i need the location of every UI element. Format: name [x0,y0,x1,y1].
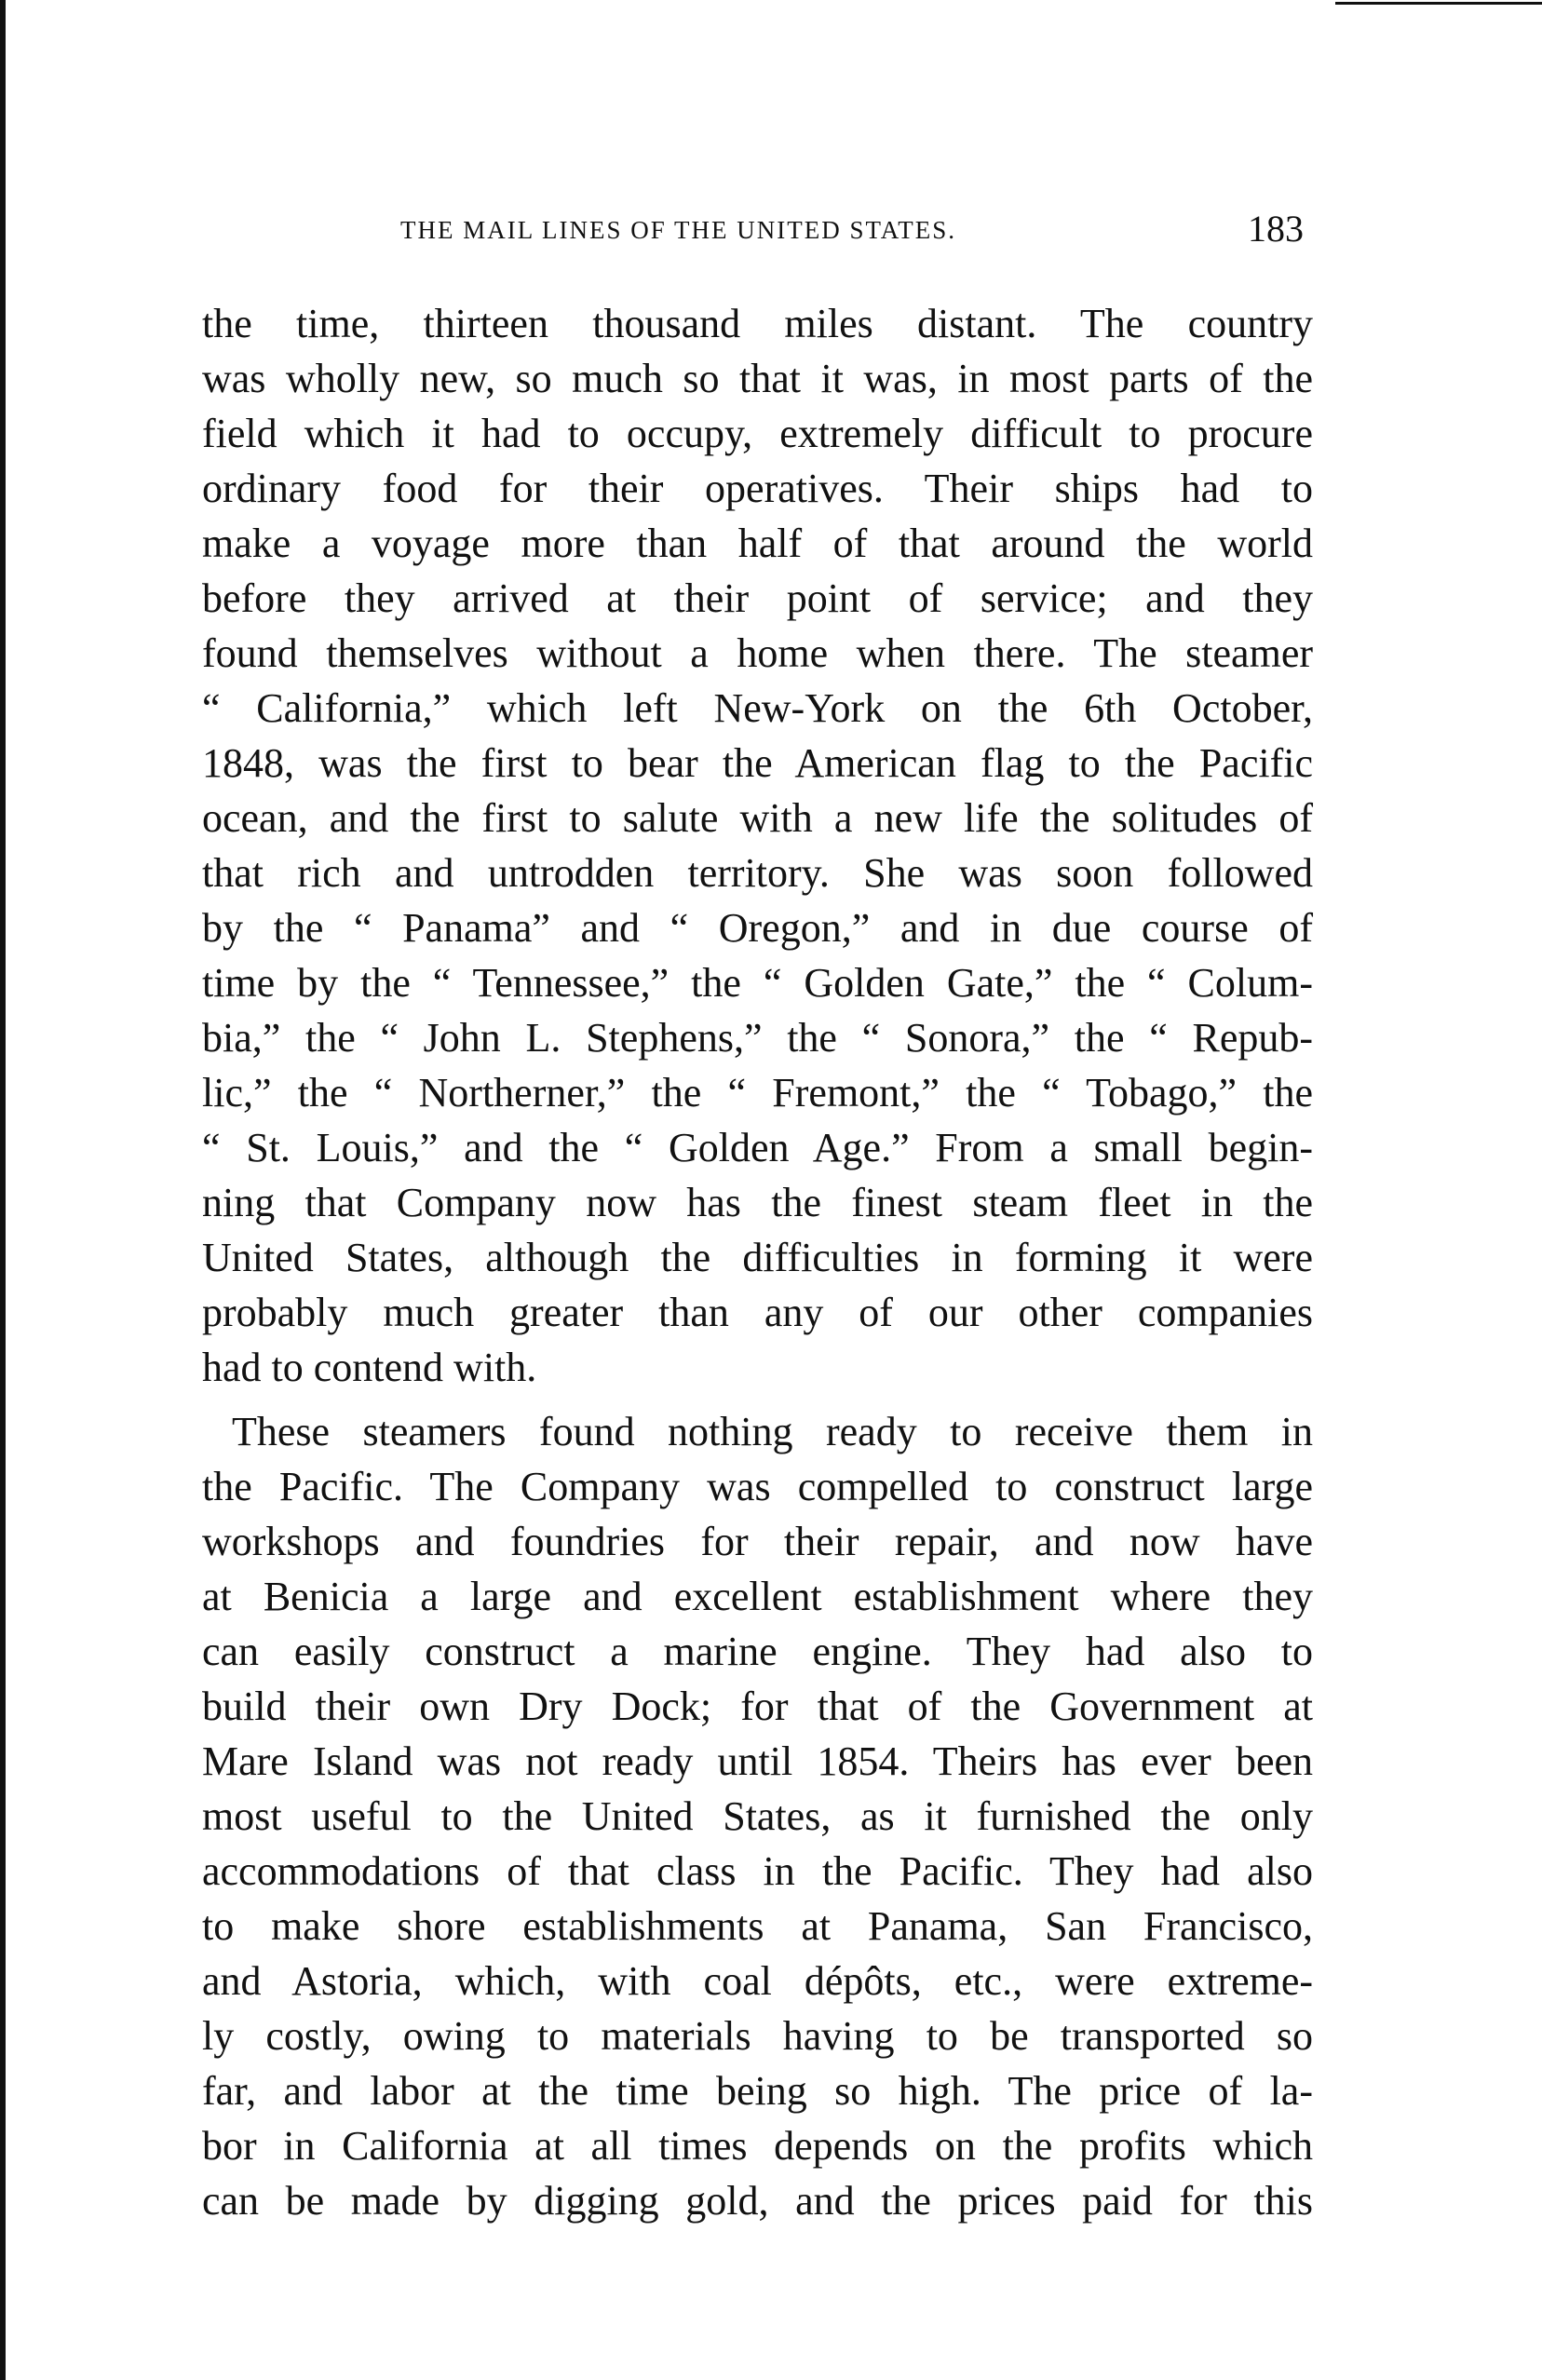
page-number: 183 [1248,208,1304,250]
text-line: Mare Island was not ready until 1854. Theirs has ever been [202,1738,1313,1784]
text-line: the Pacific. The Company was compelled to construct large [202,1464,1313,1509]
page-body [202,296,1313,2228]
text-line: workshops and foundries for their repair, and now have [202,1519,1313,1564]
paragraph-1 [202,296,1313,1395]
text-line: “ St. Louis,” and the “ Golden Age.” From a small begin- [202,1125,1313,1170]
scan-left-edge [0,0,6,2380]
text-line: build their own Dry Dock; for that of the Government at [202,1684,1313,1729]
text-line: far, and labor at the time being so high. The price of la- [202,2068,1313,2114]
text-line: found themselves without a home when there. The steamer [202,630,1313,676]
running-title: THE MAIL LINES OF THE UNITED STATES. [400,216,957,244]
text-line: 1848, was the first to bear the American flag to the Pacific [202,740,1313,786]
text-line: bia,” the “ John L. Stephens,” the “ Sonora,” the “ Repub- [202,1015,1313,1061]
text-line: the time, thirteen thousand miles distant. The country [202,301,1313,346]
text-line: lic,” the “ Northerner,” the “ Fremont,” the “ Tobago,” the [202,1070,1313,1116]
text-line: that rich and untrodden territory. She was soon followed [202,850,1313,896]
text-line: These steamers found nothing ready to receive them in [232,1409,1313,1454]
text-line: was wholly new, so much so that it was, in most parts of the [202,356,1313,401]
text-line: can be made by digging gold, and the prices paid for this [202,2178,1313,2224]
text-line: bor in California at all times depends on the profits which [202,2123,1313,2169]
text-line: ocean, and the first to salute with a new life the solitudes of [202,795,1313,841]
text-line: “ California,” which left New-York on the 6th October, [202,685,1313,731]
text-line: by the “ Panama” and “ Oregon,” and in due course of [202,905,1313,951]
text-line: ly costly, owing to materials having to be transported so [202,2013,1313,2059]
paragraph-2 [202,1404,1313,2228]
text-line: and Astoria, which, with coal dépôts, etc., were extreme- [202,1958,1313,2004]
text-line: accommodations of that class in the Pacific. They had also [202,1848,1313,1894]
text-line: before they arrived at their point of service; and they [202,575,1313,621]
text-line: at Benicia a large and excellent establishment where they [202,1574,1313,1619]
scan-top-edge [1335,2,1542,5]
text-line: most useful to the United States, as it furnished the only [202,1793,1313,1839]
text-line: to make shore establishments at Panama, San Francisco, [202,1903,1313,1949]
text-line: ning that Company now has the finest steam fleet in the [202,1180,1313,1225]
text-line: field which it had to occupy, extremely difficult to procure [202,411,1313,456]
text-line: probably much greater than any of our other companies [202,1290,1313,1335]
text-line: had to contend with. [202,1345,537,1390]
text-line: United States, although the difficulties in forming it were [202,1235,1313,1280]
text-line: can easily construct a marine engine. They had also to [202,1629,1313,1674]
text-line: make a voyage more than half of that around the world [202,521,1313,566]
text-line: ordinary food for their operatives. Their ships had to [202,466,1313,511]
text-line: time by the “ Tennessee,” the “ Golden Gate,” the “ Colum- [202,960,1313,1006]
